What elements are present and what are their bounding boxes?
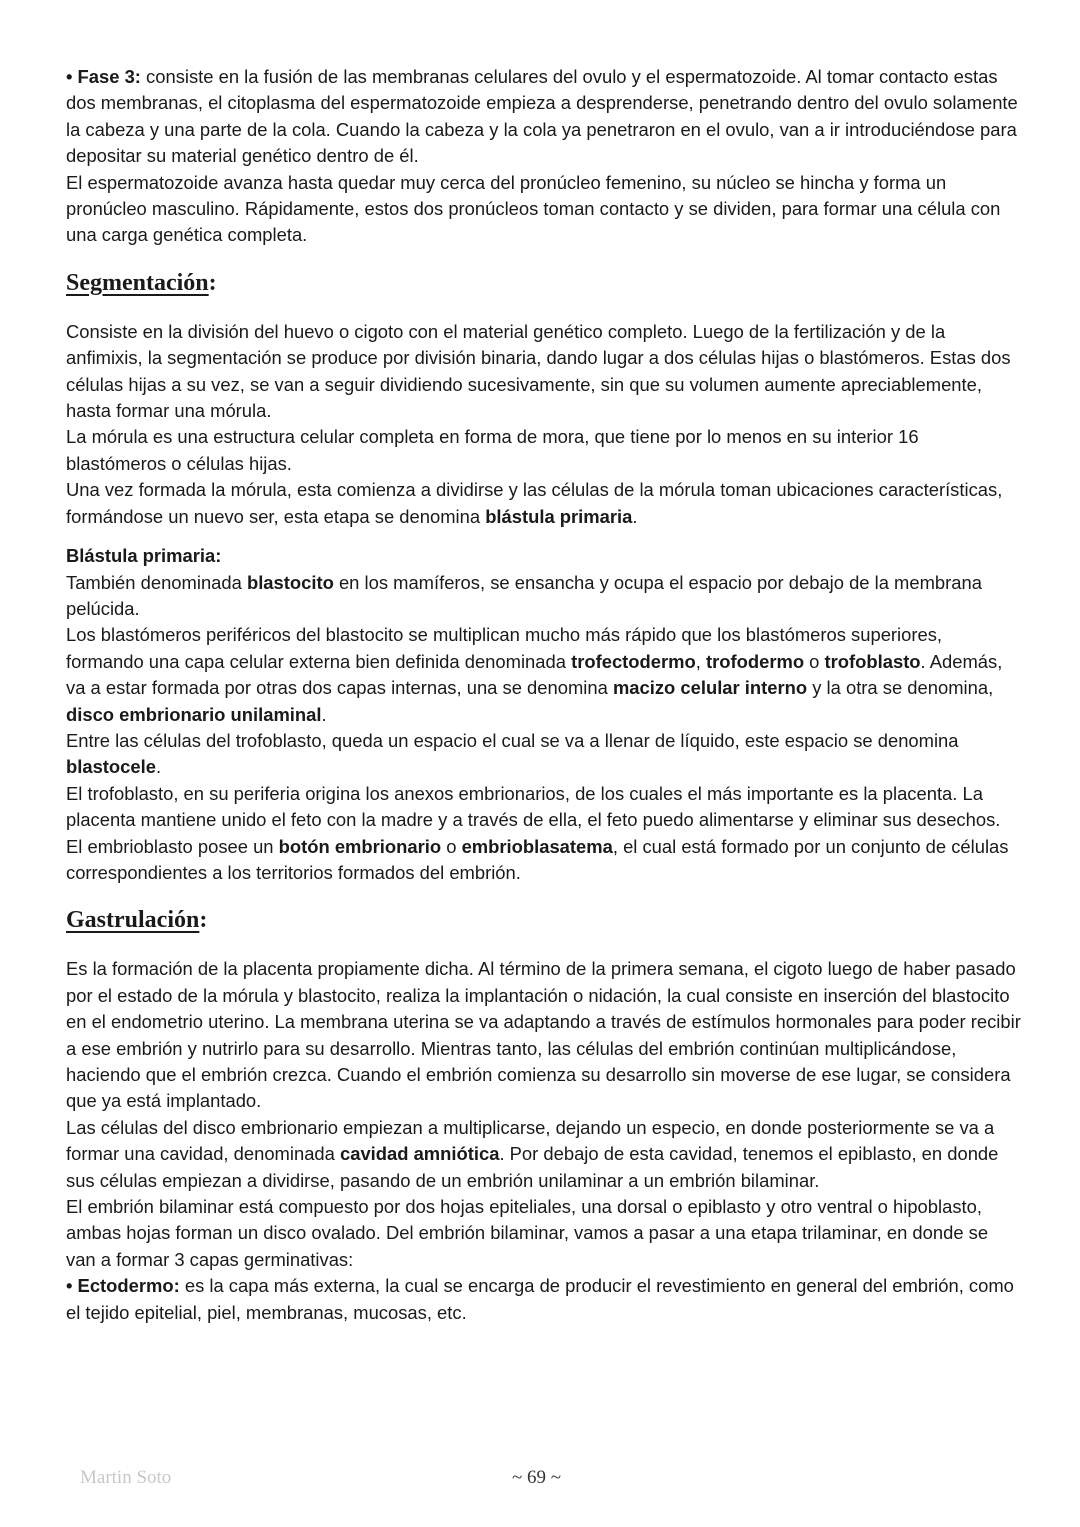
- spacer: [66, 530, 1021, 543]
- text-run: Los blastómeros periféricos del blastocito se multiplican mucho más rápido que los blastómeros superiores, formando una capa celular externa bien definida denominada: [66, 624, 943, 672]
- gastrulacion-paragraph-4: [66, 1273, 1021, 1326]
- segmentacion-paragraph-1: Consiste en la división del huevo o cigoto con el material genético completo. Luego de la fertilización y de la anfimixis, la segmentación se produce por división binaria, dando lugar a dos células hijas o blastómeros. Estas dos células hijas a su vez, se van a seguir dividiendo sucesivamente, sin que su volumen aumente apreciablemente, hasta formar una mórula.: [66, 320, 1011, 422]
- fase3-paragraph: [66, 64, 1021, 170]
- blastula-title: Blástula primaria:: [66, 545, 222, 567]
- text-run: Una vez formada la mórula, esta comienza a dividirse y las células de la mórula toman ubicaciones características, formándose un nuevo ser, esta etapa se denomina: [66, 479, 1003, 527]
- term-ectodermo: • Ectodermo:: [66, 1275, 180, 1297]
- term-trofoblasto: trofoblasto: [824, 650, 921, 672]
- segmentacion-paragraph-3: [66, 477, 1021, 530]
- text-run: .: [321, 703, 327, 725]
- text-run: . Por debajo de esta cavidad, tenemos el epiblasto, en donde sus células empiezan a dividirse, pasando de un embrión unilaminar a un embrión bilaminar.: [66, 1143, 999, 1191]
- term-boton-embrionario: botón embrionario: [278, 835, 442, 857]
- text-run: También denominada: [66, 571, 247, 593]
- segmentacion-paragraph-2: La mórula es una estructura celular completa en forma de mora, que tiene por lo menos en su interior 16 blastómeros o células hijas.: [66, 426, 919, 474]
- footer-author: Martin Soto: [80, 1467, 172, 1488]
- gastrulacion-paragraph-1: Es la formación de la placenta propiamente dicha. Al término de la primera semana, el cigoto luego de haber pasado por el estado de la mórula y blastocito, realiza la implantación o nidación, la cual consiste en inserción del blastocito en el endometrio uterino. La membrana uterina se va adaptando a través de estímulos hormonales para poder recibir a ese embrión y nutrirlo para su desarrollo. Mientras tanto, las células del embrión continúan multiplicándose, haciendo que el embrión crezca. Cuando el embrión comienza su desarrollo sin moverse de ese lugar, se considera que ya está implantado.: [66, 958, 1021, 1112]
- term-macizo-celular-interno: macizo celular interno: [612, 677, 808, 699]
- segmentacion-heading: [66, 268, 1021, 298]
- term-blastocele: blastocele: [66, 756, 156, 778]
- blastula-paragraph-5: [66, 834, 1021, 887]
- text-run: El embrioblasto posee un: [66, 835, 279, 857]
- text-run: es la capa más externa, la cual se encarga de producir el revestimiento en general del embrión, como el tejido epitelial, piel, membranas, mucosas, etc.: [66, 1275, 1014, 1323]
- text-run: o: [441, 835, 462, 857]
- text-run: o: [804, 650, 825, 672]
- text-run: en los mamíferos, se ensancha y ocupa el espacio por debajo de la membrana pelúcida.: [66, 571, 982, 619]
- text-run: .: [632, 505, 638, 527]
- blastula-heading: [66, 543, 1021, 569]
- gastrulacion-paragraph-3: El embrión bilaminar está compuesto por dos hojas epiteliales, una dorsal o epiblasto y otro ventral o hipoblasto, ambas hojas forman un disco ovalado. Del embrión bilaminar, vamos a pasar a una etapa trilaminar, en donde se van a formar 3 capas germinativas:: [66, 1196, 989, 1270]
- term-blastula-primaria: blástula primaria: [485, 505, 633, 527]
- term-trofodermo: trofodermo: [705, 650, 805, 672]
- fase3-lead: • Fase 3:: [66, 66, 141, 87]
- text-run: Entre las células del trofoblasto, queda un espacio el cual se va a llenar de líquido, este espacio se denomina: [66, 729, 959, 751]
- segmentacion-title: Segmentación: [66, 269, 209, 296]
- text-run: , el cual está formado por un conjunto de células correspondientes a los territorios formados del embrión.: [66, 835, 1009, 883]
- term-cavidad-amniotica: cavidad amniótica: [339, 1143, 500, 1165]
- text-run: .: [155, 756, 162, 778]
- page-content: [66, 64, 1021, 1326]
- segmentacion-colon: :: [208, 269, 217, 296]
- fase3-paragraph-2: El espermatozoide avanza hasta quedar muy cerca del pronúcleo femenino, su núcleo se hincha y forma un pronúcleo masculino. Rápidamente, estos dos pronúcleos toman contacto y se dividen, para formar una célula con una carga genética completa.: [66, 171, 1001, 246]
- gastrulacion-colon: :: [199, 907, 208, 934]
- blastula-paragraph-1: [66, 570, 1021, 623]
- gastrulacion-heading: [66, 905, 1021, 935]
- blastula-paragraph-3: [66, 728, 1021, 781]
- text-run: . Además, va a estar formada por otras dos capas internas, una se denomina: [66, 650, 1003, 699]
- gastrulacion-paragraph-2: [66, 1115, 1021, 1194]
- blastula-paragraph-2: [66, 622, 1021, 728]
- gastrulacion-title: Gastrulación: [66, 907, 200, 934]
- term-embrioblasatema: embrioblasatema: [461, 835, 613, 857]
- text-run: Las células del disco embrionario empiezan a multiplicarse, dejando un especio, en donde posteriormente se va a formar una cavidad, denominada: [66, 1116, 995, 1165]
- blastula-paragraph-4: El trofoblasto, en su periferia origina los anexos embrionarios, de los cuales el más importante es la placenta. La placenta mantiene unido el feto con la madre y a través de ella, el feto puedo alimentarse y eliminar sus desechos.: [66, 782, 1001, 831]
- term-disco-embrionario: disco embrionario unilaminal: [66, 703, 322, 725]
- text-run: ,: [695, 650, 706, 672]
- page-number: ~ 69 ~: [512, 1467, 562, 1488]
- term-blastocito: blastocito: [246, 571, 334, 593]
- text-run: y la otra se denomina,: [807, 677, 994, 699]
- fase3-text: consiste en la fusión de las membranas celulares del ovulo y el espermatozoide. Al tomar contacto estas dos membranas, el citoplasma del espermatozoide empieza a desprenderse, penetrando dentro del ovulo solamente la cabeza y una parte de la cola. Cuando la cabeza y la cola ya penetraron en el ovulo, van a ir introduciéndose para depositar su material genético dentro de él.: [66, 66, 1018, 167]
- term-trofectodermo: trofectodermo: [571, 650, 696, 672]
